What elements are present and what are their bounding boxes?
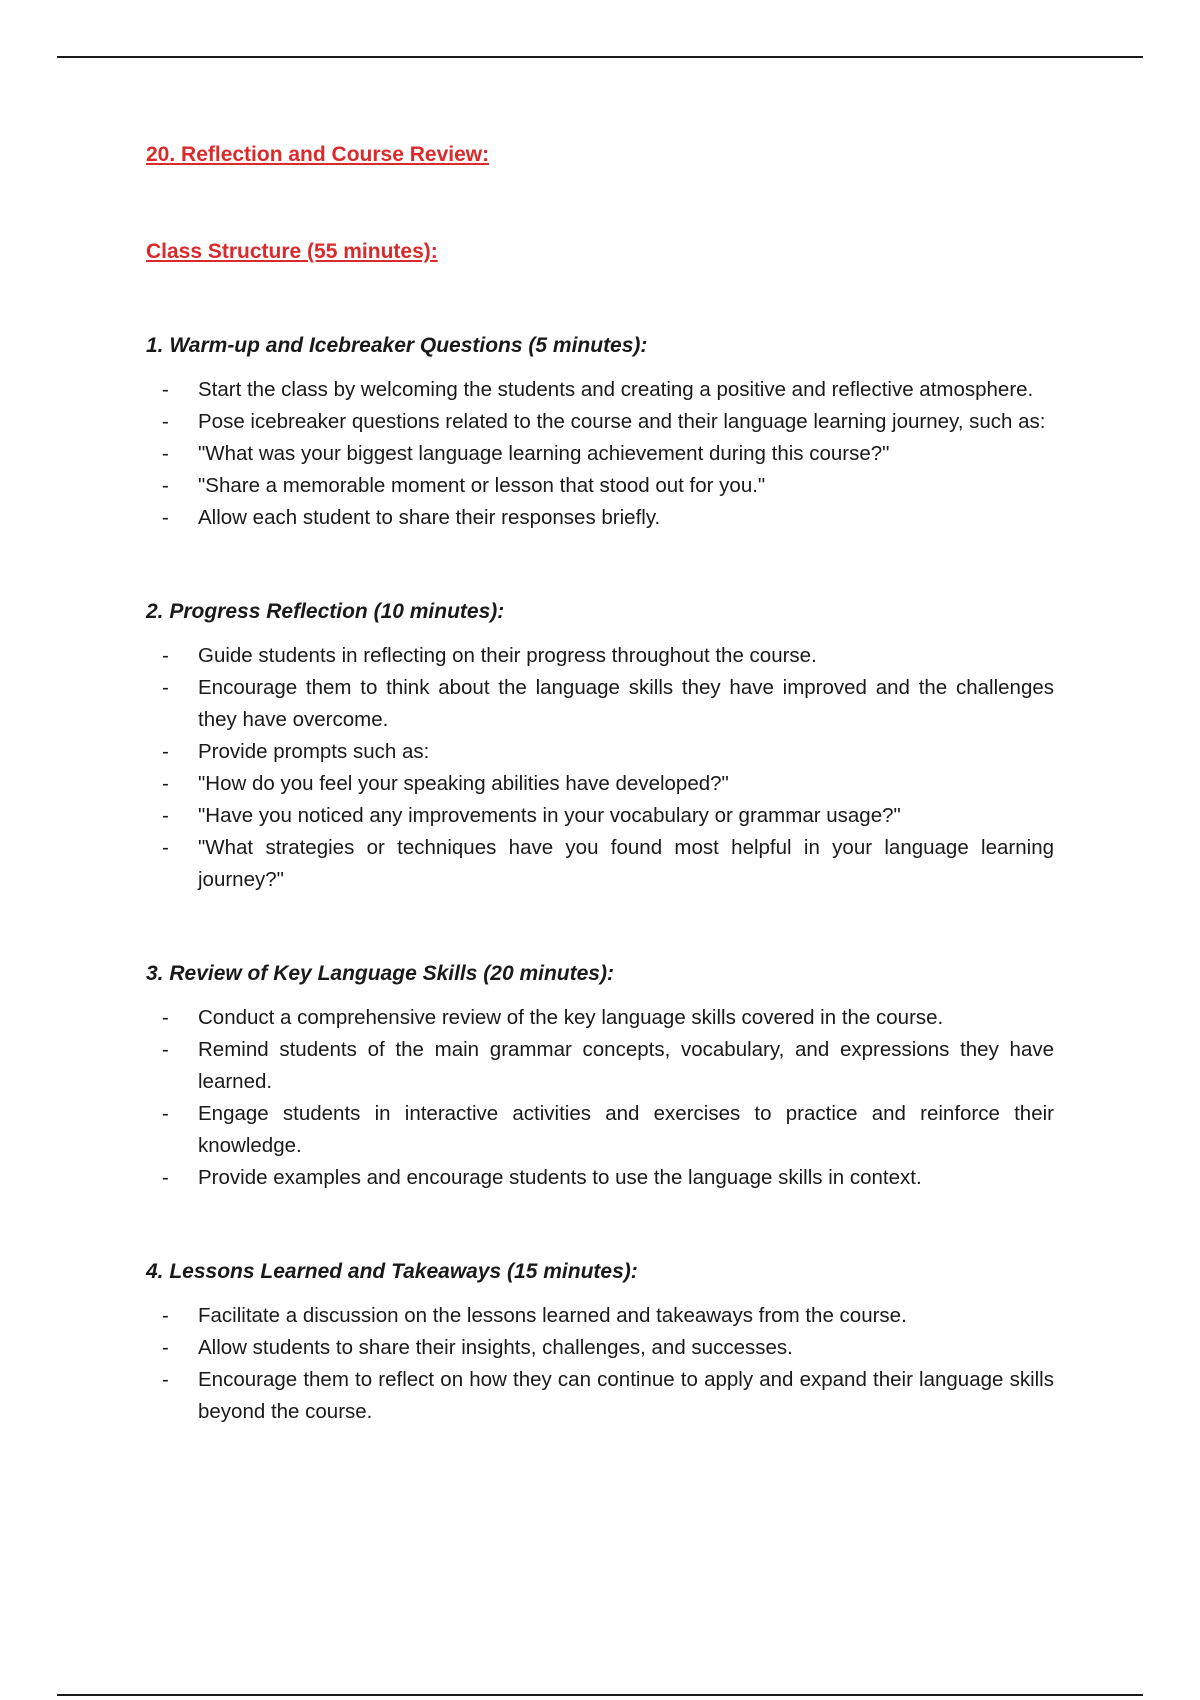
list-item-text: "What was your biggest language learning achievement during this course?" [198, 442, 890, 465]
bullet-dash: - [162, 1368, 169, 1391]
bullet-list [146, 1300, 1054, 1428]
list-item-text: "What strategies or techniques have you found most helpful in your language learning journey?" [198, 836, 1054, 891]
list-item-text: Allow each student to share their responses briefly. [198, 506, 661, 529]
list-item [146, 768, 1054, 800]
list-item-text: "Share a memorable moment or lesson that stood out for you." [198, 474, 766, 497]
list-item [146, 1034, 1054, 1098]
list-item-text: Conduct a comprehensive review of the key language skills covered in the course. [198, 1006, 944, 1029]
document-title: 20. Reflection and Course Review: [146, 143, 490, 166]
section-heading: 3. Review of Key Language Skills (20 minutes): [146, 962, 614, 985]
list-item [146, 800, 1054, 832]
bullet-dash: - [162, 804, 169, 827]
bullet-dash: - [162, 644, 169, 667]
bullet-dash: - [162, 836, 169, 859]
list-item-text: Start the class by welcoming the students and creating a positive and reflective atmosphere. [198, 378, 1034, 401]
bullet-dash: - [162, 740, 169, 763]
list-item [146, 502, 1054, 534]
list-item [146, 470, 1054, 502]
top-rule [57, 56, 1143, 58]
bullet-dash: - [162, 474, 169, 497]
list-item-text: Pose icebreaker questions related to the course and their language learning journey, such as: [198, 410, 1046, 433]
list-item [146, 1162, 1054, 1194]
section-key-skills-review [146, 959, 1054, 1194]
list-item-text: Encourage them to reflect on how they can continue to apply and expand their language skills beyond the course. [198, 1368, 1054, 1423]
list-item-text: "Have you noticed any improvements in your vocabulary or grammar usage?" [198, 804, 901, 827]
bullet-dash: - [162, 676, 169, 699]
section-warm-up [146, 331, 1054, 534]
section-heading: 4. Lessons Learned and Takeaways (15 minutes): [146, 1260, 638, 1283]
bullet-dash: - [162, 772, 169, 795]
list-item-text: Provide examples and encourage students to use the language skills in context. [198, 1166, 922, 1189]
bullet-dash: - [162, 1038, 169, 1061]
document-body [146, 140, 1054, 1491]
bullet-dash: - [162, 506, 169, 529]
list-item [146, 672, 1054, 736]
list-item-text: Remind students of the main grammar concepts, vocabulary, and expressions they have learned. [198, 1038, 1054, 1093]
bullet-list [146, 374, 1054, 534]
section-progress-reflection [146, 597, 1054, 896]
bullet-dash: - [162, 442, 169, 465]
list-item [146, 374, 1054, 406]
list-item [146, 1002, 1054, 1034]
bullet-dash: - [162, 1336, 169, 1359]
list-item-text: Engage students in interactive activities and exercises to practice and reinforce their knowledge. [198, 1102, 1054, 1157]
list-item [146, 1364, 1054, 1428]
list-item-text: Facilitate a discussion on the lessons learned and takeaways from the course. [198, 1304, 907, 1327]
list-item-text: Provide prompts such as: [198, 740, 430, 763]
list-item-text: "How do you feel your speaking abilities have developed?" [198, 772, 729, 795]
list-item [146, 1098, 1054, 1162]
list-item [146, 1300, 1054, 1332]
list-item [146, 406, 1054, 438]
section-heading: 1. Warm-up and Icebreaker Questions (5 minutes): [146, 334, 648, 357]
section-heading: 2. Progress Reflection (10 minutes): [146, 600, 505, 623]
bullet-list [146, 640, 1054, 896]
class-structure-heading: Class Structure (55 minutes): [146, 240, 438, 263]
bullet-dash: - [162, 1304, 169, 1327]
bullet-list [146, 1002, 1054, 1194]
list-item [146, 832, 1054, 896]
list-item-text: Encourage them to think about the language skills they have improved and the challenges they have overcome. [198, 676, 1054, 731]
bullet-dash: - [162, 378, 169, 401]
bottom-rule [57, 1694, 1143, 1696]
list-item [146, 1332, 1054, 1364]
bullet-dash: - [162, 410, 169, 433]
list-item [146, 736, 1054, 768]
bullet-dash: - [162, 1102, 169, 1125]
list-item [146, 640, 1054, 672]
section-lessons-learned [146, 1257, 1054, 1428]
bullet-dash: - [162, 1166, 169, 1189]
list-item-text: Guide students in reflecting on their progress throughout the course. [198, 644, 817, 667]
list-item [146, 438, 1054, 470]
bullet-dash: - [162, 1006, 169, 1029]
list-item-text: Allow students to share their insights, challenges, and successes. [198, 1336, 793, 1359]
